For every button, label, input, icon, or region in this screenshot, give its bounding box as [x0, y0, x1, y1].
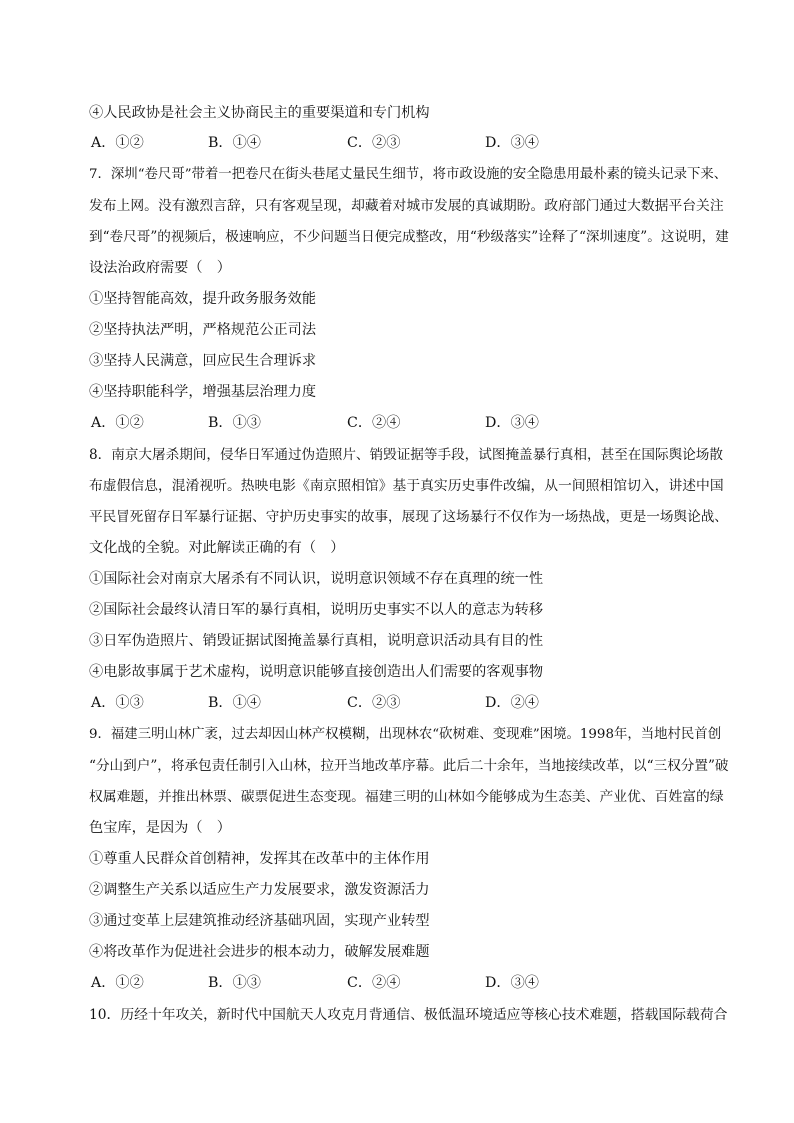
q8-option-b: B．①④ — [208, 695, 261, 711]
q7-option-c: C．②④ — [347, 415, 401, 431]
q7-option-a: A．①② — [91, 415, 144, 431]
q6-options — [89, 133, 729, 153]
q9-option-b: B．①③ — [208, 975, 261, 991]
q9-option-a: A．①② — [91, 975, 144, 991]
q6-option-b: B．①④ — [208, 135, 261, 151]
q7-item-1: ①坚持智能高效，提升政务服务效能 — [89, 291, 317, 307]
q7-stem-line: 设法治政府需要（ ） — [89, 260, 231, 276]
q6-item-4: ④人民政协是社会主义协商民主的重要渠道和专门机构 — [89, 105, 430, 121]
q7-item-2: ②坚持执法严明，严格规范公正司法 — [89, 322, 317, 338]
q9-item-1: ①尊重人民群众首创精神，发挥其在改革中的主体作用 — [89, 851, 430, 867]
q7-stem-line: 发布上网。没有激烈言辞，只有客观呈现，却藏着对城市发展的真诚期盼。政府部门通过大数据平台关注 — [89, 198, 724, 214]
q8-options — [89, 693, 729, 713]
q6-option-d: D．③④ — [485, 135, 539, 151]
q7-item-4: ④坚持职能科学，增强基层治理力度 — [89, 384, 317, 400]
q8-option-c: C．②③ — [347, 695, 401, 711]
q8-item-4: ④电影故事属于艺术虚构，说明意识能够直接创造出人们需要的客观事物 — [89, 664, 544, 680]
q8-item-1: ①国际社会对南京大屠杀有不同认识，说明意识领域不存在真理的统一性 — [89, 571, 544, 587]
q8-stem-line: 8．南京大屠杀期间，侵华日军通过伪造照片、销毁证据等手段，试图掩盖暴行真相，甚至在国际舆论场散 — [89, 447, 723, 463]
q10-stem-line: 10．历经十年攻关，新时代中国航天人攻克月背通信、极低温环境适应等核心技术难题，搭载国际载荷合 — [89, 1007, 728, 1023]
q8-stem-line: 平民冒死留存日军暴行证据、守护历史事实的故事，展现了这场暴行不仅作为一场热战，更是一场舆论战、 — [89, 509, 728, 525]
q9-item-4: ④将改革作为促进社会进步的根本动力，破解发展难题 — [89, 944, 430, 960]
q7-stem-line: 7．深圳“卷尺哥”带着一把卷尺在街头巷尾丈量民生细节，将市政设施的安全隐患用最朴素的镜头记录下来、 — [89, 167, 728, 182]
q8-option-d: D．②④ — [485, 695, 539, 711]
q6-option-c: C．②③ — [347, 135, 401, 151]
q7-stem-line: 到“卷尺哥”的视频后，极速响应，不少问题当日便完成整改，用“秒级落实”诠释了“深圳速度”。这说明，建 — [89, 229, 729, 245]
q7-option-d: D．③④ — [485, 415, 539, 431]
q9-item-3: ③通过变革上层建筑推动经济基础巩固，实现产业转型 — [89, 913, 430, 929]
q9-options — [89, 973, 729, 993]
q8-item-3: ③日军伪造照片、销毁证据试图掩盖暴行真相，说明意识活动具有目的性 — [89, 633, 544, 649]
q6-option-a: A．①② — [91, 135, 144, 151]
q7-option-b: B．①③ — [208, 415, 261, 431]
q9-stem-line: “分山到户”，将承包责任制引入山林，拉开当地改革序幕。此后二十余年，当地接续改革，以“三权分置”破 — [89, 758, 729, 774]
q8-stem-line: 布虚假信息，混淆视听。热映电影《南京照相馆》基于真实历史事件改编，从一间照相馆切入，讲述中国 — [89, 478, 724, 494]
q8-option-a: A．①③ — [91, 695, 144, 711]
q9-stem-line: 9．福建三明山林广袤，过去却因山林产权模糊，出现林农“砍树难、变现难”困境。1998年，当地村民首创 — [89, 727, 722, 742]
q8-stem-line: 文化战的全貌。对此解读正确的有（ ） — [89, 540, 345, 556]
q9-option-d: D．③④ — [485, 975, 539, 991]
q9-stem-line: 色宝库，是因为（ ） — [89, 820, 231, 836]
q8-item-2: ②国际社会最终认清日军的暴行真相，说明历史事实不以人的意志为转移 — [89, 602, 544, 618]
q7-options — [89, 413, 729, 433]
q9-stem-line: 权属难题，并推出林票、碳票促进生态变现。福建三明的山林如今能够成为生态美、产业优、百姓富的绿 — [89, 789, 724, 805]
q9-option-c: C．②④ — [347, 975, 401, 991]
q9-item-2: ②调整生产关系以适应生产力发展要求，激发资源活力 — [89, 882, 430, 898]
q7-item-3: ③坚持人民满意，回应民生合理诉求 — [89, 353, 317, 369]
